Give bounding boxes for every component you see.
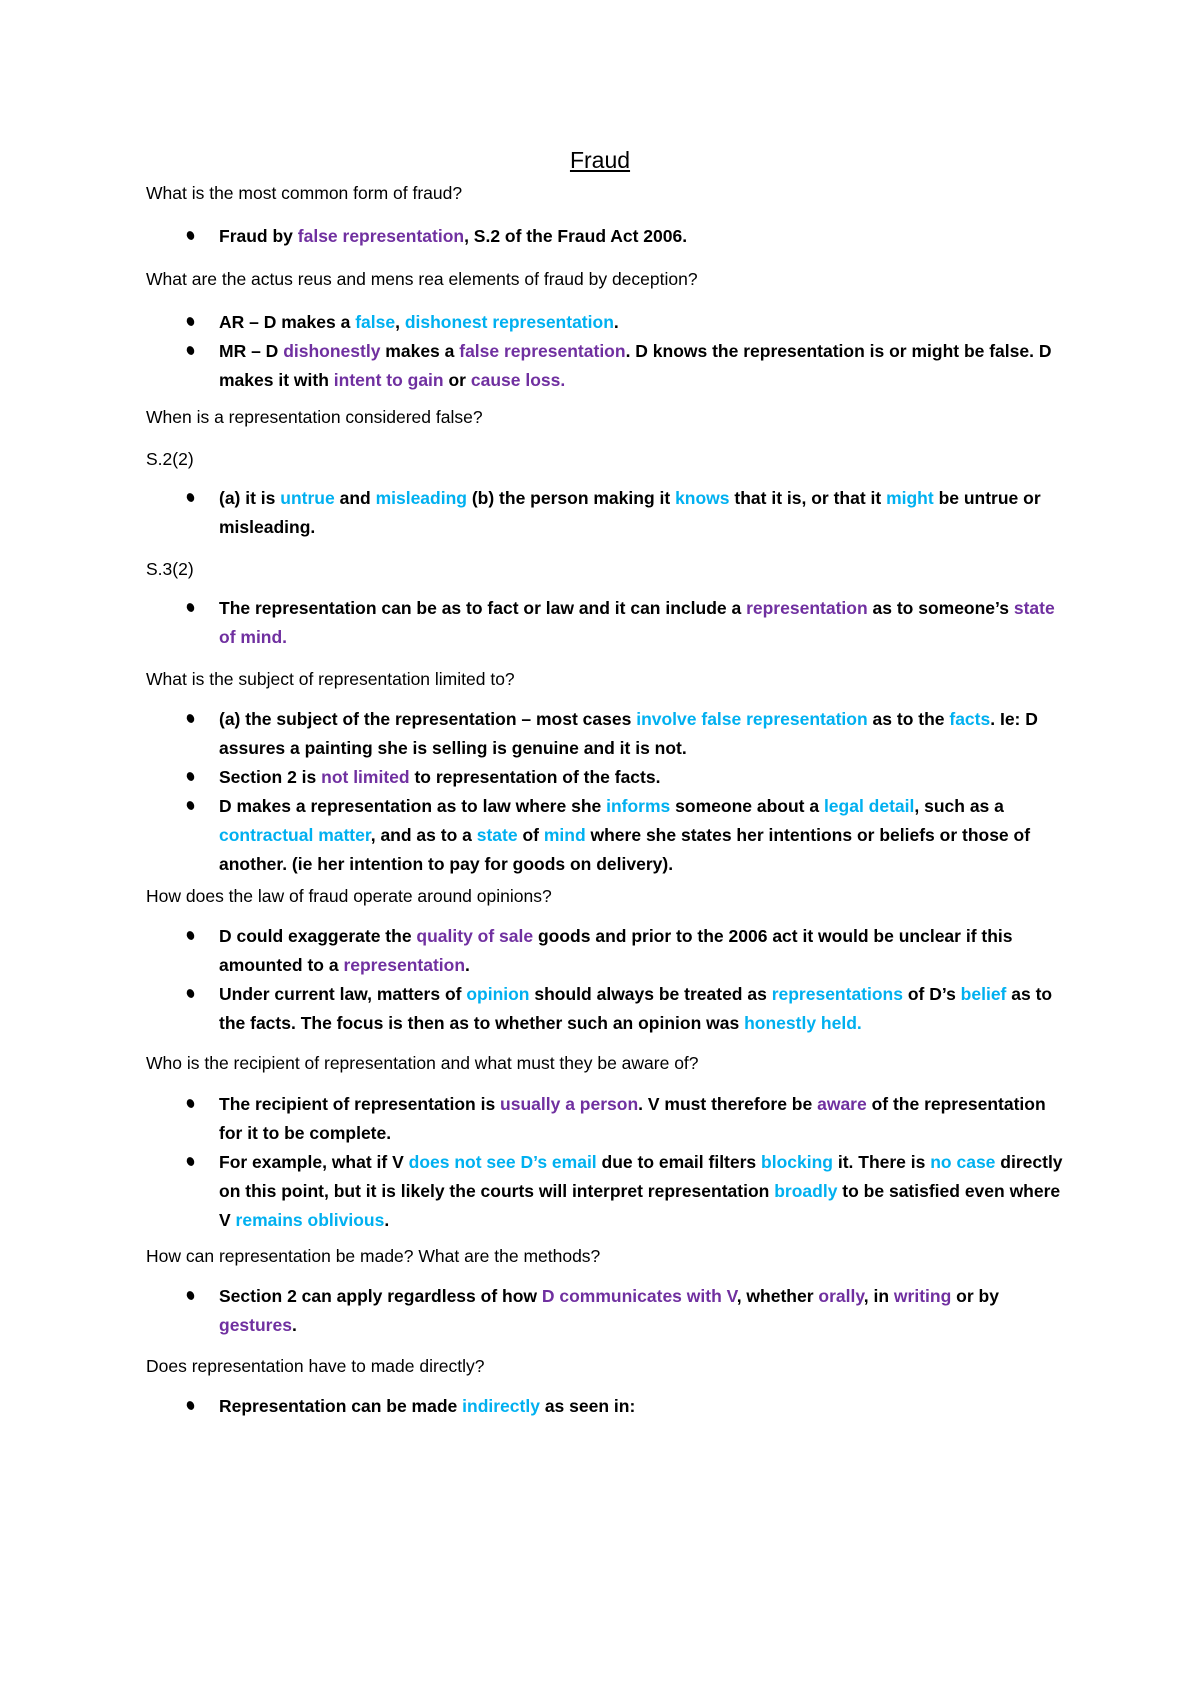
text-run: of the representation for it to be complete.: [219, 1094, 1046, 1143]
highlight-blue: no case: [930, 1152, 996, 1172]
highlight-blue: misleading: [375, 488, 467, 508]
highlight-blue: remains oblivious: [235, 1210, 385, 1230]
highlight-blue: untrue: [280, 488, 335, 508]
text-run: .: [291, 1315, 297, 1335]
highlight-purple: aware: [817, 1094, 867, 1114]
text-run: Section 2 can apply regardless of how: [219, 1286, 542, 1306]
section-question: Who is the recipient of representation and what must they be aware of?: [146, 1053, 699, 1073]
bullet-item: [219, 1392, 1069, 1421]
text-run: directly on this point, but it is likely the courts will interpret representation: [219, 1152, 1063, 1201]
highlight-purple: cause loss.: [470, 370, 566, 390]
highlight-blue: contractual matter: [219, 825, 371, 845]
section-question: S.2(2): [146, 449, 194, 469]
highlight-blue: belief: [960, 984, 1007, 1004]
highlight-purple: orally: [818, 1286, 864, 1306]
text-run: ,: [395, 312, 405, 332]
bullet-item: [219, 922, 1069, 980]
bullet-list: [219, 922, 1069, 1038]
text-run: of: [517, 825, 544, 845]
text-run: . V must therefore be: [638, 1094, 818, 1114]
text-run: .: [465, 955, 470, 975]
highlight-blue: dishonest representation: [404, 312, 614, 332]
highlight-blue: blocking: [761, 1152, 833, 1172]
text-run: as to the facts. The focus is then as to whether such an opinion was: [219, 984, 1053, 1033]
text-run: or: [443, 370, 471, 390]
text-run: goods and prior to the 2006 act it would be unclear if this amounted to a: [219, 926, 1013, 975]
bullet-item: [219, 337, 1069, 395]
bullet-item: [219, 222, 1069, 251]
bullet-item: [219, 1090, 1069, 1148]
section-question: Does representation have to made directly?: [146, 1356, 485, 1376]
text-run: Fraud by: [219, 226, 298, 246]
highlight-blue: might: [886, 488, 934, 508]
bullet-item: [219, 980, 1069, 1038]
text-run: (a) it is: [219, 488, 281, 508]
bullet-item: [219, 594, 1069, 652]
text-run: it. There is: [832, 1152, 931, 1172]
section-question: How does the law of fraud operate around opinions?: [146, 886, 552, 906]
highlight-blue: legal detail: [823, 796, 915, 816]
text-run: Under current law, matters of: [219, 984, 467, 1004]
highlight-purple: gestures: [219, 1315, 292, 1335]
highlight-purple: state of mind.: [219, 598, 1055, 647]
highlight-purple: false representation: [459, 341, 626, 361]
text-run: , such as a: [914, 796, 1004, 816]
text-run: .: [384, 1210, 390, 1230]
bullet-item: [219, 1148, 1069, 1235]
text-run: where she states her intentions or beliefs or those of another. (ie her intention to pay for goods on delivery).: [219, 825, 1031, 874]
text-run: as to someone’s: [867, 598, 1014, 618]
text-run: , in: [863, 1286, 894, 1306]
text-run: The recipient of representation is: [219, 1094, 501, 1114]
section-question: What is the subject of representation limited to?: [146, 669, 515, 689]
text-run: Section 2 is: [219, 767, 322, 787]
text-run: and: [334, 488, 376, 508]
text-run: that it is, or that it: [729, 488, 887, 508]
text-run: makes a: [380, 341, 460, 361]
page-title: Fraud: [569, 147, 631, 173]
highlight-purple: not limited: [321, 767, 410, 787]
text-run: , S.2 of the Fraud Act 2006.: [464, 226, 688, 246]
highlight-blue: honestly held.: [744, 1013, 862, 1033]
section-question: S.3(2): [146, 559, 194, 579]
highlight-blue: facts: [949, 709, 991, 729]
text-run: to representation of the facts.: [409, 767, 661, 787]
highlight-blue: mind: [543, 825, 586, 845]
bullet-list: [219, 594, 1069, 652]
highlight-blue: state: [476, 825, 518, 845]
text-run: D could exaggerate the: [219, 926, 417, 946]
highlight-blue: informs: [606, 796, 671, 816]
bullet-item: [219, 792, 1069, 879]
text-run: (b) the person making it: [466, 488, 676, 508]
highlight-purple: representation: [343, 955, 466, 975]
bullet-list: [219, 1090, 1069, 1235]
text-run: someone about a: [670, 796, 824, 816]
text-run: as seen in:: [539, 1396, 636, 1416]
bullet-list: [219, 1282, 1069, 1340]
bullet-list: [219, 222, 1069, 251]
highlight-purple: dishonestly: [283, 341, 381, 361]
text-run: to be satisfied even where V: [219, 1181, 1061, 1230]
text-run: due to email filters: [596, 1152, 762, 1172]
text-run: Representation can be made: [219, 1396, 463, 1416]
highlight-purple: intent to gain: [333, 370, 444, 390]
highlight-purple: usually a person: [500, 1094, 639, 1114]
text-run: AR – D makes a: [219, 312, 356, 332]
bullet-item: [219, 484, 1069, 542]
highlight-blue: representations: [771, 984, 903, 1004]
bullet-item: [219, 1282, 1069, 1340]
text-run: . D knows the representation is or might be false. D makes it with: [219, 341, 1052, 390]
text-run: or by: [951, 1286, 999, 1306]
highlight-blue: knows: [675, 488, 730, 508]
text-run: D makes a representation as to law where she: [219, 796, 607, 816]
text-run: should always be treated as: [529, 984, 772, 1004]
highlight-purple: representation: [746, 598, 868, 618]
text-run: .: [613, 312, 619, 332]
highlight-blue: false: [355, 312, 396, 332]
highlight-blue: opinion: [466, 984, 530, 1004]
bullet-item: [219, 705, 1069, 763]
text-run: . Ie: D assures a painting she is selling is genuine and it is not.: [219, 709, 1038, 758]
text-run: (a) the subject of the representation – most cases: [219, 709, 637, 729]
bullet-list: [219, 308, 1069, 395]
bullet-item: [219, 308, 1069, 337]
highlight-blue: broadly: [774, 1181, 838, 1201]
bullet-list: [219, 705, 1069, 879]
text-run: The representation can be as to fact or law and it can include a: [219, 598, 747, 618]
bullet-list: [219, 1392, 1069, 1421]
section-question: When is a representation considered false?: [146, 407, 483, 427]
highlight-purple: D communicates with V: [541, 1286, 737, 1306]
text-run: as to the: [867, 709, 950, 729]
bullet-list: [219, 484, 1069, 542]
text-run: MR – D: [219, 341, 284, 361]
text-run: For example, what if V: [219, 1152, 409, 1172]
section-question: How can representation be made? What are the methods?: [146, 1246, 601, 1266]
text-run: be untrue or misleading.: [219, 488, 1041, 537]
highlight-blue: does not see D’s email: [408, 1152, 597, 1172]
section-question: What is the most common form of fraud?: [146, 183, 463, 203]
highlight-blue: indirectly: [462, 1396, 540, 1416]
text-run: , and as to a: [370, 825, 477, 845]
section-question: What are the actus reus and mens rea elements of fraud by deception?: [146, 269, 698, 289]
text-run: of D’s: [902, 984, 961, 1004]
highlight-purple: false representation: [297, 226, 465, 246]
highlight-purple: quality of sale: [416, 926, 534, 946]
bullet-item: [219, 763, 1069, 792]
highlight-purple: writing: [893, 1286, 952, 1306]
text-run: , whether: [736, 1286, 819, 1306]
highlight-blue: involve false representation: [636, 709, 868, 729]
